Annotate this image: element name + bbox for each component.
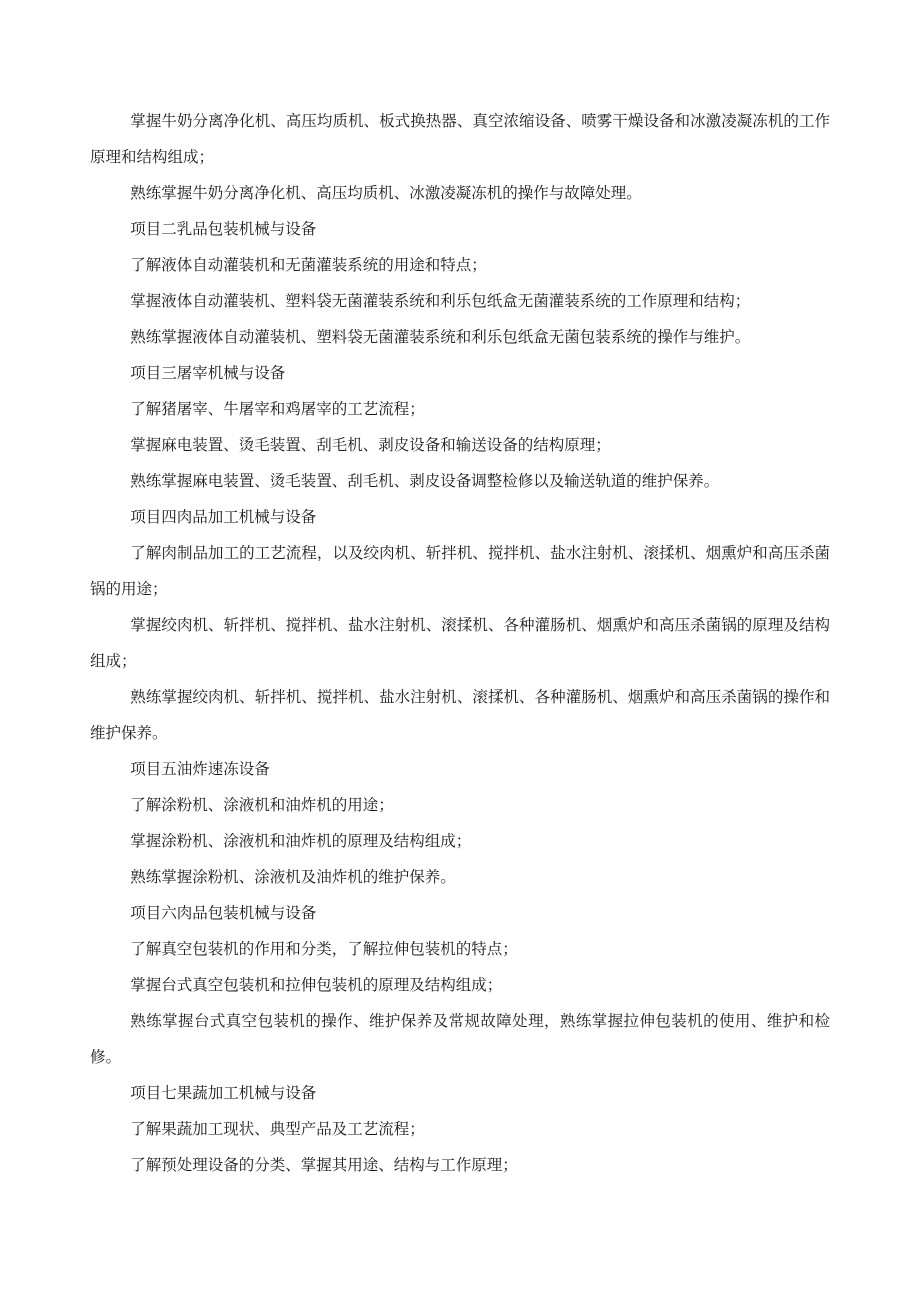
paragraph-10: 熟练掌握麻电装置、烫毛装置、刮毛机、剥皮设备调整检修以及输送轨道的维护保养。 [130,472,720,490]
document-body [90,103,830,1183]
section-heading-4: 项目四肉品加工机械与设备 [130,508,317,526]
paragraph-4: 了解液体自动灌装机和无菌灌装系统的用途和特点； [130,256,487,274]
paragraph-9: 掌握麻电装置、烫毛装置、刮毛机、剥皮设备和输送设备的结构原理； [130,436,611,454]
paragraph-20: 了解真空包装机的作用和分类，了解拉伸包装机的特点； [130,940,518,958]
section-heading-2: 项目二乳品包装机械与设备 [130,220,317,238]
paragraph-8: 了解猪屠宰、牛屠宰和鸡屠宰的工艺流程； [130,400,425,418]
paragraph-14: 熟练掌握绞肉机、斩拌机、搅拌机、盐水注射机、滚揉机、各种灌肠机、烟熏炉和高压杀菌锅的操作和维护保养。 [90,688,830,742]
paragraph-5: 掌握液体自动灌装机、塑料袋无菌灌装系统和利乐包纸盒无菌灌装系统的工作原理和结构； [130,292,751,310]
section-heading-7: 项目七果蔬加工机械与设备 [130,1084,317,1102]
paragraph-17: 掌握涂粉机、涂液机和油炸机的原理及结构组成； [130,832,472,850]
paragraph-2: 熟练掌握牛奶分离净化机、高压均质机、冰激凌凝冻机的操作与故障处理。 [130,184,642,202]
paragraph-22: 熟练掌握台式真空包装机的操作、维护保养及常规故障处理，熟练掌握拉伸包装机的使用、维护和检修。 [90,1012,830,1066]
paragraph-24: 了解果蔬加工现状、典型产品及工艺流程； [130,1120,425,1138]
paragraph-25: 了解预处理设备的分类、掌握其用途、结构与工作原理； [130,1156,518,1174]
paragraph-16: 了解涂粉机、涂液机和油炸机的用途； [130,796,394,814]
section-heading-6: 项目六肉品包装机械与设备 [130,904,317,922]
paragraph-13: 掌握绞肉机、斩拌机、搅拌机、盐水注射机、滚揉机、各种灌肠机、烟熏炉和高压杀菌锅的原理及结构组成； [90,616,830,670]
section-heading-5: 项目五油炸速冻设备 [130,760,270,778]
paragraph-6: 熟练掌握液体自动灌装机、塑料袋无菌灌装系统和利乐包纸盒无菌包装系统的操作与维护。 [130,328,751,346]
paragraph-18: 熟练掌握涂粉机、涂液机及油炸机的维护保养。 [130,868,456,886]
paragraph-12: 了解肉制品加工的工艺流程，以及绞肉机、斩拌机、搅拌机、盐水注射机、滚揉机、烟熏炉和高压杀菌锅的用途； [90,544,830,598]
paragraph-1: 掌握牛奶分离净化机、高压均质机、板式换热器、真空浓缩设备、喷雾干燥设备和冰激凌凝冻机的工作原理和结构组成； [90,112,830,166]
section-heading-3: 项目三屠宰机械与设备 [130,364,286,382]
paragraph-21: 掌握台式真空包装机和拉伸包装机的原理及结构组成； [130,976,503,994]
